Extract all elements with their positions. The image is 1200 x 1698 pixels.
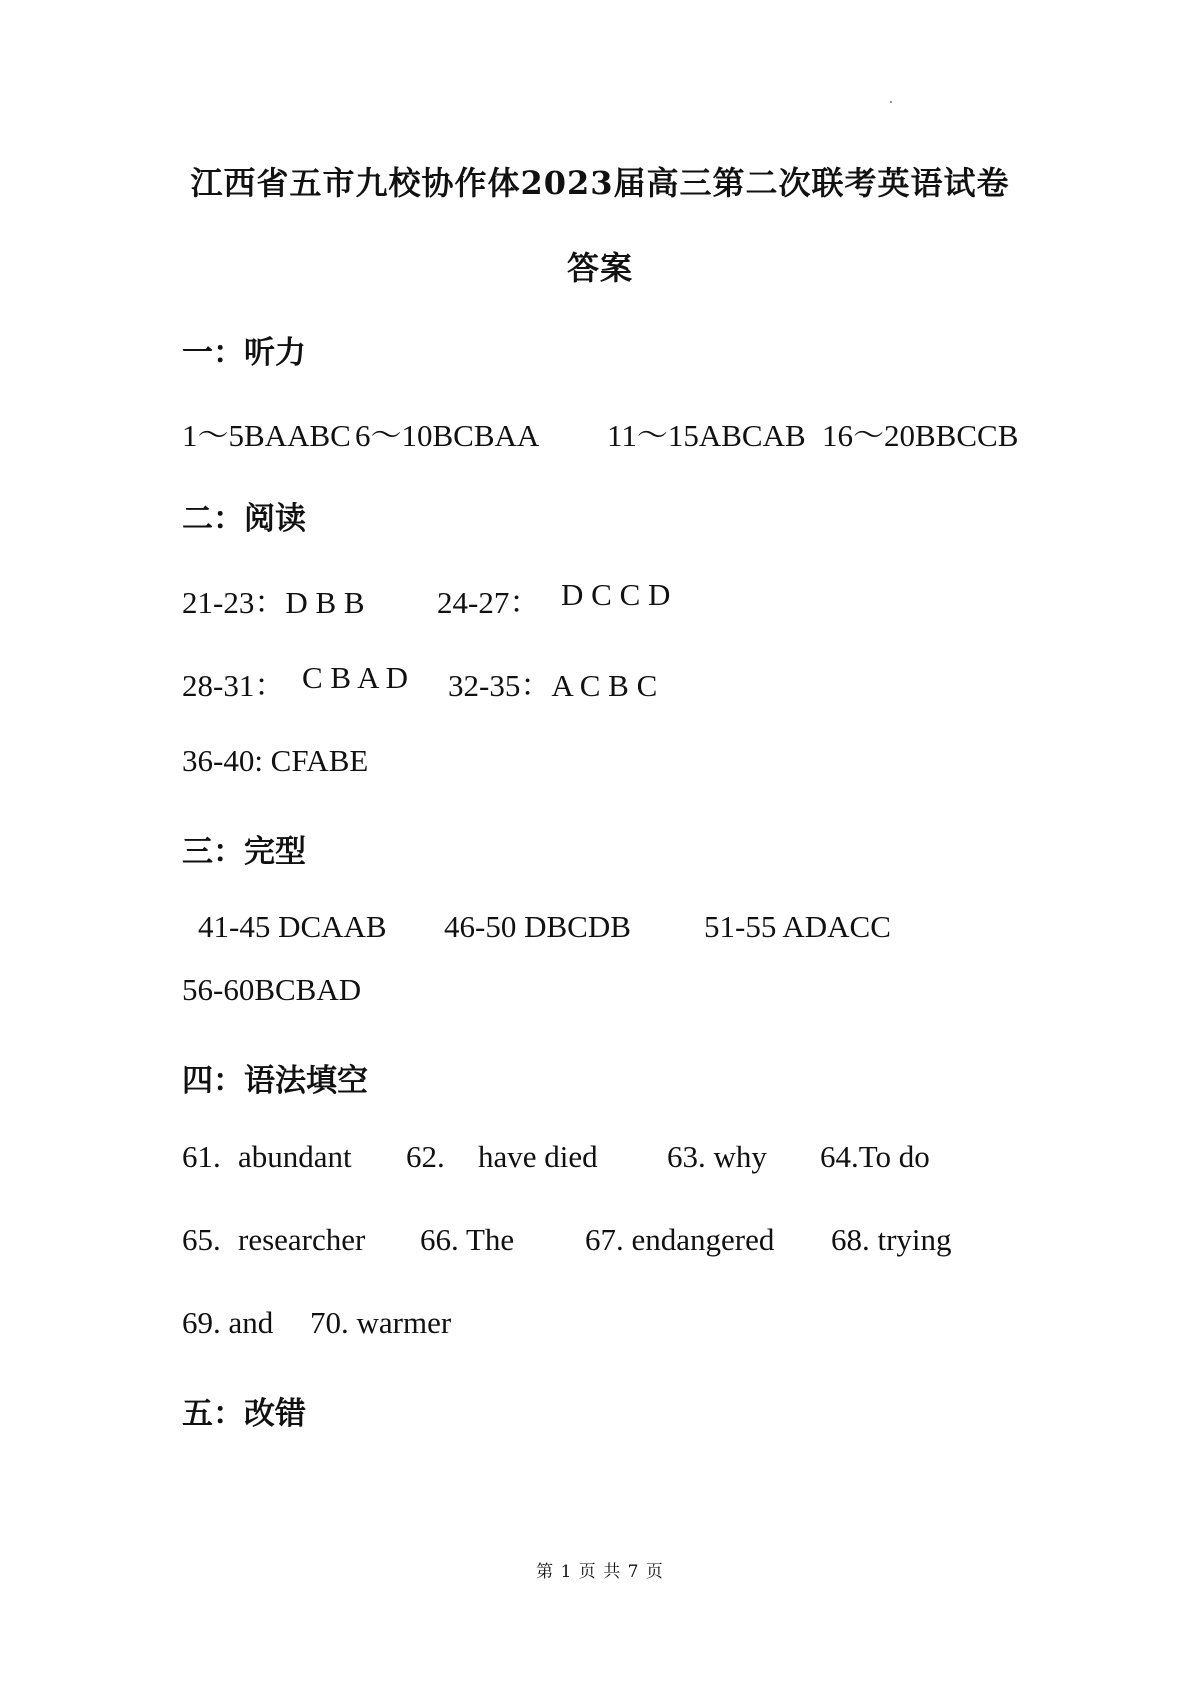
answer-number: 65.: [182, 1222, 221, 1257]
answer-word: abundant: [238, 1139, 352, 1174]
answer-number: 61.: [182, 1139, 221, 1174]
answer-number: 62.: [406, 1139, 445, 1174]
answer-word: 67. endangered: [585, 1222, 775, 1257]
answer-word: 63. why: [667, 1139, 767, 1174]
scan-speck: [890, 101, 892, 103]
answer-group: 11～15ABCAB: [607, 418, 806, 453]
answer-word: 66. The: [420, 1222, 515, 1257]
answer-group: 56-60BCBAD: [182, 972, 362, 1007]
answer-group: 32-35：A C B C: [448, 668, 658, 703]
answer-group: 51-55 ADACC: [704, 909, 891, 944]
answer-group: 24-27：: [437, 585, 541, 620]
answer-word: 70. warmer: [310, 1305, 452, 1340]
page-footer: 第 1 页 共 7 页: [536, 1562, 664, 1582]
section-heading-reading: 二：阅读: [182, 501, 306, 537]
answer-group: 16～20BBCCB: [822, 418, 1019, 453]
answer-word: 64.To do: [820, 1139, 930, 1174]
answer-word: have died: [478, 1139, 598, 1174]
answer-word: researcher: [238, 1222, 366, 1257]
page-subtitle: 答案: [566, 249, 633, 287]
section-heading-listening: 一：听力: [182, 335, 306, 371]
answer-group: 1～5BAABC: [182, 418, 351, 453]
answer-group: 41-45 DCAAB: [198, 909, 387, 944]
answer-word: 69. and: [182, 1305, 274, 1340]
section-heading-correction: 五：改错: [182, 1396, 306, 1432]
section-heading-cloze: 三：完型: [182, 834, 306, 870]
answer-group: 46-50 DBCDB: [444, 909, 631, 944]
answer-group: 21-23：D B B: [182, 585, 365, 620]
page-title: 江西省五市九校协作体2023届高三第二次联考英语试卷: [190, 164, 1010, 202]
section-heading-grammar: 四：语法填空: [182, 1063, 368, 1099]
answer-group: 6～10BCBAA: [355, 418, 540, 453]
answer-group: C B A D: [302, 660, 408, 695]
answer-group: 36-40: CFABE: [182, 743, 369, 778]
answer-group: 28-31：: [182, 668, 286, 703]
answer-word: 68. trying: [831, 1222, 952, 1257]
answer-group: D C C D: [561, 577, 671, 612]
